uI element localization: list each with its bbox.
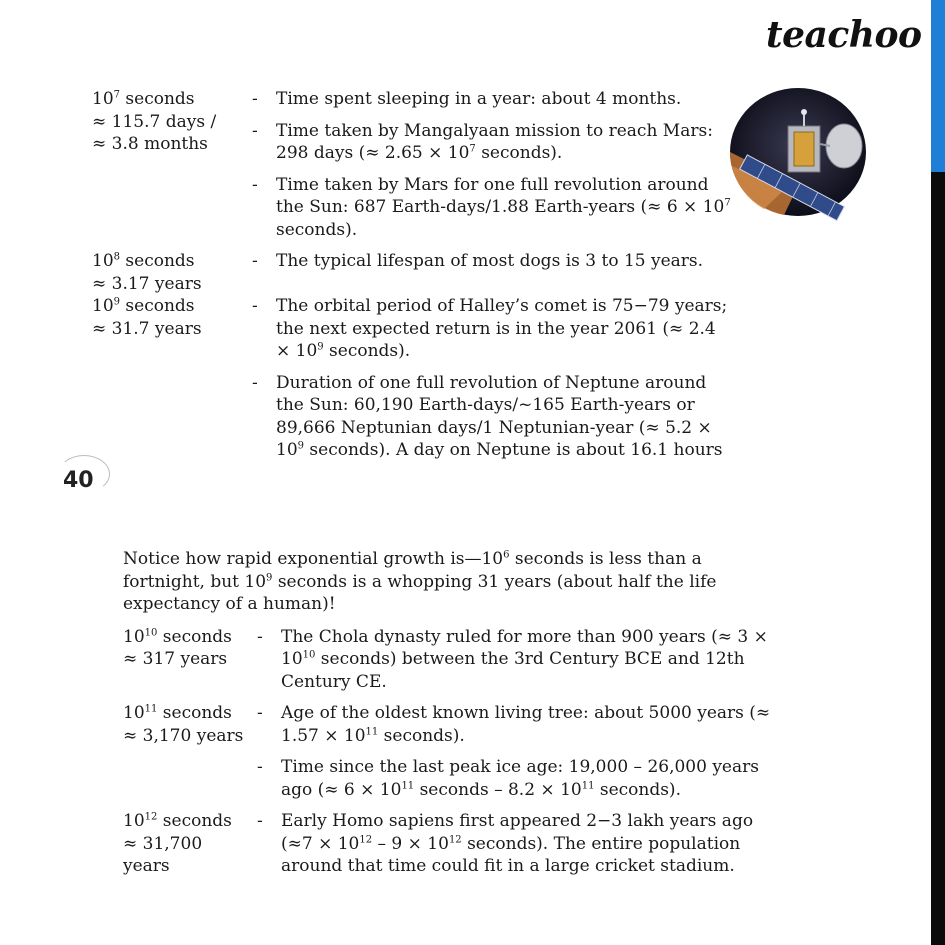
teachoo-logo: teachoo <box>766 14 922 56</box>
intro-paragraph: Notice how rapid exponential growth $is—10^6$ seconds is less than a fortnight, but $10^9$ seconds is a whopping 31 years (about half the life expectancy of a human)! <box>123 549 717 614</box>
timescale-label: $10^{10}$ seconds ≈ 317 years <box>123 626 232 669</box>
example-text: Time since the last peak ice age: 19,000 – 26,000 years ago (≈ $6 \times 10^{11}$ seconds – $8.2 \times 10^{11}$ seconds). <box>281 757 759 800</box>
example-text: Time taken by Mars for one full revolution around the Sun: 687 Earth-days/1.88 Earth-years (≈ $6 \times 10^7$ seconds). <box>276 174 731 240</box>
timescale-table-bottom <box>123 626 773 887</box>
page-number: 40 <box>63 468 94 492</box>
bullet-dash: - <box>257 626 263 647</box>
timescale-example <box>252 372 732 462</box>
bullet-dash: - <box>252 174 258 195</box>
timescale-label: $10^9$ seconds ≈ 31.7 years <box>92 296 202 339</box>
timescale-example <box>257 756 773 801</box>
timescale-label: $10^{11}$ seconds ≈ 3,170 years <box>123 703 244 746</box>
bullet-dash: - <box>252 372 258 393</box>
example-text: Early Homo sapiens first appeared 2−3 lakh years ago ($\approx 7 \times 10^{12} - 9 \times 10^{12}$ seconds). The entire population around that time could fit in a large cricket stadium. <box>281 811 754 876</box>
timescale-example <box>252 120 732 165</box>
example-text: Time taken by Mangalyaan mission to reach Mars: 298 days (≈ $2.65 \times 10^7$ seconds). <box>276 120 713 163</box>
bullet-dash: - <box>257 757 263 777</box>
timescale-row <box>123 810 773 887</box>
bullet-dash: - <box>252 251 258 271</box>
mangalyaan-satellite-icon <box>724 86 874 226</box>
timescale-label: $10^7$ seconds ≈ 115.7 days / ≈ 3.8 months <box>92 89 217 154</box>
bullet-dash: - <box>252 296 258 316</box>
timescale-row <box>123 626 773 703</box>
timescale-example <box>257 810 773 878</box>
timescale-row <box>92 88 732 250</box>
timescale-example <box>252 174 732 242</box>
right-edge-accent <box>931 0 945 172</box>
example-text: Age of the oldest known living tree: about 5000 years (≈ $1.57 \times 10^{11}$ seconds). <box>281 703 771 746</box>
timescale-example <box>257 626 773 694</box>
example-text: The Chola dynasty ruled for more than 900 years (≈ $3 \times 10^{10}$ seconds) between the 3rd Century BCE and 12th Century CE. <box>281 626 768 692</box>
timescale-row <box>92 295 732 471</box>
bullet-dash: - <box>257 703 263 723</box>
example-text: The typical lifespan of most dogs is 3 to 15 years. <box>276 251 704 271</box>
timescale-row <box>123 702 773 810</box>
example-text: Time spent sleeping in a year: about 4 months. <box>276 89 682 109</box>
timescale-section-bottom <box>123 548 773 887</box>
timescale-label: $10^{12}$ seconds ≈ 31,700 years <box>123 811 232 876</box>
timescale-row <box>92 250 732 295</box>
timescale-label: $10^8$ seconds ≈ 3.17 years <box>92 251 202 294</box>
timescale-example <box>252 88 732 111</box>
bullet-dash: - <box>257 811 263 831</box>
timescale-example <box>252 295 732 363</box>
timescale-table-top <box>92 88 732 471</box>
timescale-example <box>252 250 732 273</box>
bullet-dash: - <box>252 120 258 141</box>
bullet-dash: - <box>252 89 258 109</box>
timescale-example <box>257 702 773 747</box>
example-text: Duration of one full revolution of Neptune around the Sun: 60,190 Earth-days/~165 Earth-years or 89,666 Neptunian days/1 Neptunian-year (≈ $5.2 \times 10^9$ seconds). A day on Neptune is about 16.1 hours <box>276 372 723 460</box>
example-text: The orbital period of Halley’s comet is 75−79 years; the next expected return is in the year 2061 (≈ $2.4 \times 10^9$ seconds). <box>276 296 728 361</box>
